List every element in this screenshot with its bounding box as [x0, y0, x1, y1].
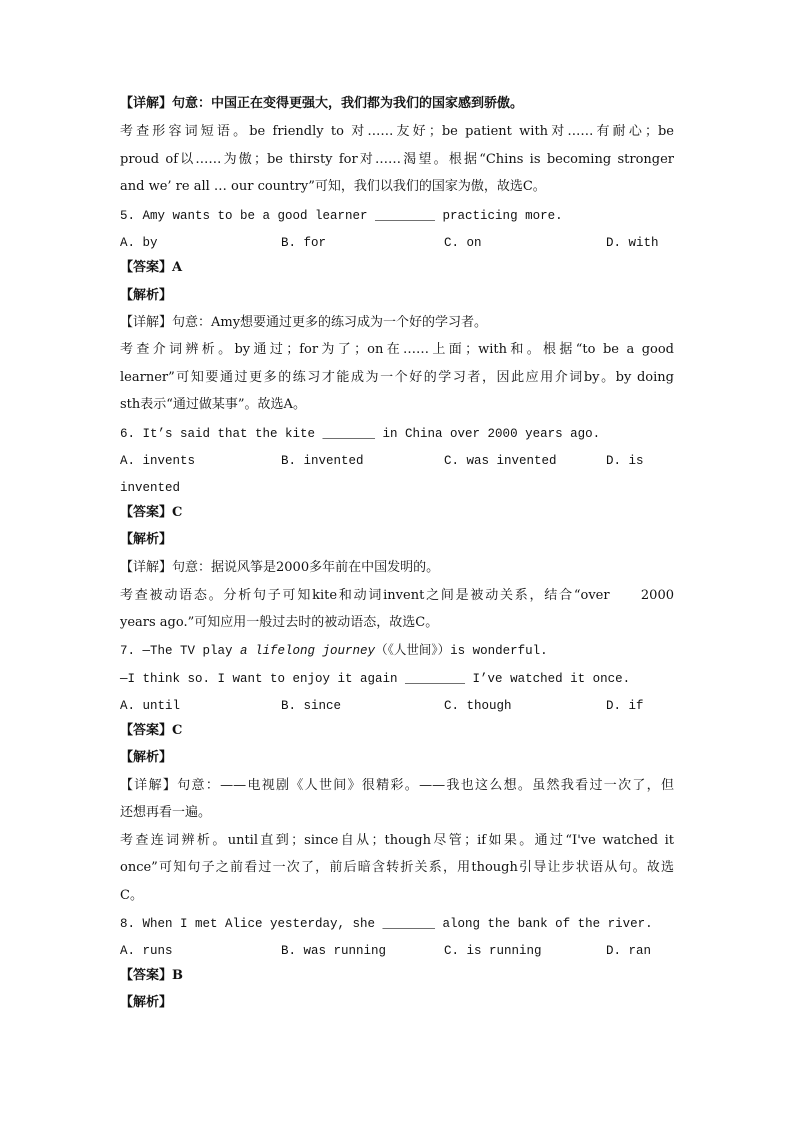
q5-explanation-line1: 考查介词辨析。by通过；for为了；on在……上面；with和。根据“to be a good — [120, 342, 674, 357]
q7-option-b: B. since — [281, 699, 342, 713]
q8-options — [120, 942, 680, 960]
q6-option-d: D. is — [606, 454, 644, 468]
q6-option-a: A. invents — [120, 454, 196, 468]
q7-option-a: A. until — [120, 699, 181, 713]
q7-explanation-line1: 考查连词辨析。until直到；since自从；though尽管；if如果。通过“I've watched it — [120, 833, 674, 848]
q7-answer: 【答案】C — [120, 723, 183, 738]
prev-explanation-line2: proud of以……为傲；be thirsty for对……渴望。根据“Chins is becoming stronger — [120, 152, 674, 167]
q5-option-b: B. for — [281, 236, 327, 250]
q7-stem-line2: —I think so. I want to enjoy it again ________ I’ve watched it once. — [120, 672, 631, 686]
q5-option-c: C. on — [444, 236, 482, 250]
q8-option-d: D. ran — [606, 944, 652, 958]
q8-answer: 【答案】B — [120, 968, 183, 983]
prev-explanation-line1: 考查形容词短语。be friendly to 对……友好；be patient with对……有耐心；be — [120, 124, 674, 139]
q5-detail: 【详解】句意：Amy想要通过更多的练习成为一个好的学习者。 — [120, 315, 488, 330]
prev-detail: 【详解】句意：中国正在变得更强大，我们都为我们的国家感到骄傲。 — [120, 96, 524, 111]
q7-option-c: C. though — [444, 699, 512, 713]
q5-answer: 【答案】A — [120, 260, 183, 275]
q7-stem-pre: 7. —The TV play — [120, 644, 241, 658]
q5-option-a: A. by — [120, 236, 158, 250]
q5-analysis-heading: 【解析】 — [120, 288, 173, 303]
q6-option-b: B. invented — [281, 454, 364, 468]
q7-explanation-line3: C。 — [120, 888, 143, 903]
q7-detail-line1: 【详解】句意：——电视剧《人世间》很精彩。——我也这么想。虽然我看过一次了，但 — [120, 778, 674, 793]
q5-option-d: D. with — [606, 236, 659, 250]
q8-option-a: A. runs — [120, 944, 173, 958]
q6-option-c: C. was invented — [444, 454, 557, 468]
q6-options — [120, 452, 680, 470]
q7-detail-line2: 还想再看一遍。 — [120, 805, 212, 820]
q6-detail: 【详解】句意：据说风筝是2000多年前在中国发明的。 — [120, 560, 440, 575]
prev-explanation-line3: and we’ re all … our country”可知，我们以我们的国家为傲，故选C。 — [120, 179, 546, 194]
q7-analysis-heading: 【解析】 — [120, 750, 173, 765]
q6-explanation-line1: 考查被动语态。分析句子可知kite和动词invent之间是被动关系，结合“over 2000 — [120, 588, 674, 603]
q8-option-b: B. was running — [281, 944, 387, 958]
q7-stem — [120, 642, 548, 660]
q6-explanation-line2: years ago.”可知应用一般过去时的被动语态，故选C。 — [120, 615, 439, 630]
q6-answer: 【答案】C — [120, 505, 183, 520]
q5-options — [120, 234, 680, 252]
q7-stem-title: a lifelong journey — [240, 644, 376, 658]
q7-option-d: D. if — [606, 699, 644, 713]
q6-option-d-wrap: invented — [120, 481, 181, 495]
q6-stem: 6. It’s said that the kite _______ in China over 2000 years ago. — [120, 427, 601, 441]
q8-option-c: C. is running — [444, 944, 542, 958]
q5-explanation-line3: sth表示“通过做某事”。故选A。 — [120, 397, 306, 412]
q6-analysis-heading: 【解析】 — [120, 532, 173, 547]
q5-stem: 5. Amy wants to be a good learner ________ practicing more. — [120, 209, 563, 223]
q8-analysis-heading: 【解析】 — [120, 995, 173, 1010]
q5-explanation-line2: learner”可知要通过更多的练习才能成为一个好的学习者，因此应用介词by。by doing — [120, 370, 674, 385]
q8-stem: 8. When I met Alice yesterday, she _______ along the bank of the river. — [120, 917, 653, 931]
q7-options — [120, 697, 680, 715]
q7-stem-post: （《人世间》）is wonderful. — [375, 644, 548, 658]
q7-explanation-line2: once”可知句子之前看过一次了，前后暗含转折关系，用though引导让步状语从句。故选 — [120, 860, 674, 875]
